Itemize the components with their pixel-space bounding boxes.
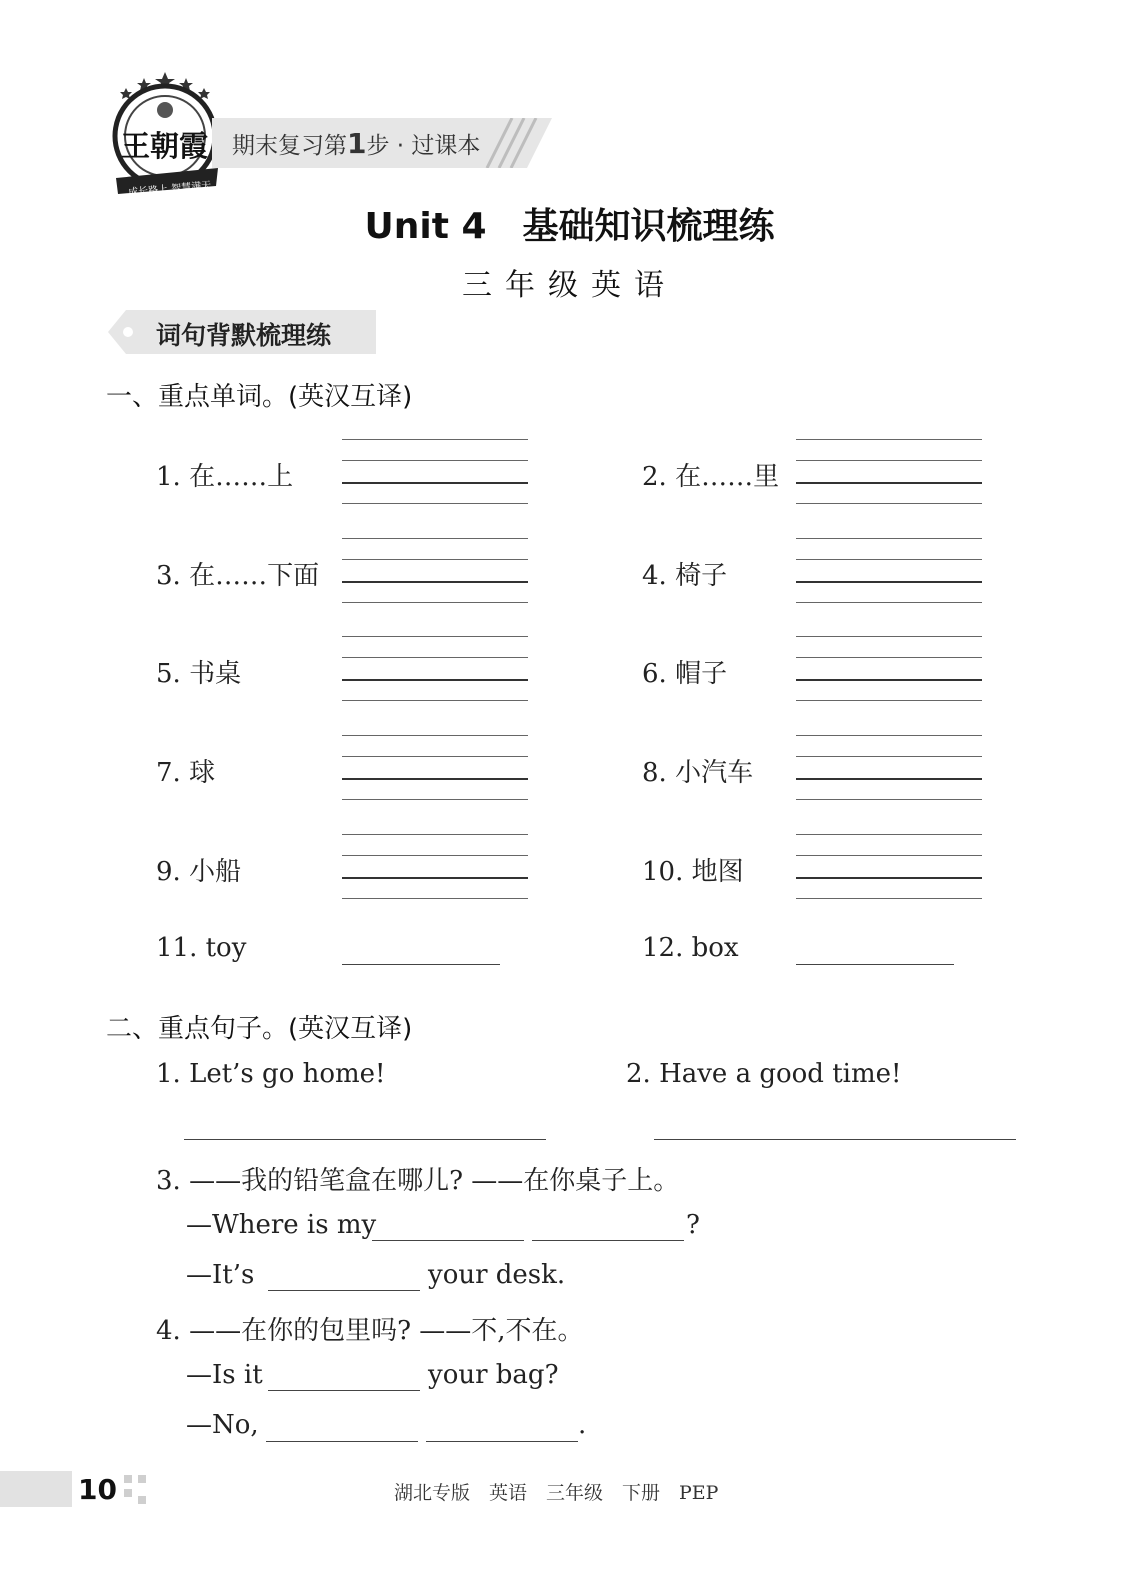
sentence-3-prompt: 3. ——我的铅笔盒在哪儿? ——在你桌子上。 bbox=[156, 1166, 680, 1196]
answer-lines-4[interactable] bbox=[796, 538, 982, 602]
word-item-11: 11. toy bbox=[156, 933, 247, 963]
sentence-4-line-1-end: your bag? bbox=[428, 1360, 559, 1390]
answer-lines-3[interactable] bbox=[342, 538, 528, 602]
banner-text: 期末复习第1步 · 过课本 bbox=[232, 127, 481, 160]
fill-blank-4a[interactable] bbox=[268, 1390, 420, 1391]
sentence-2: 2. Have a good time! bbox=[626, 1059, 902, 1089]
word-item-7: 7. 球 bbox=[156, 758, 216, 788]
answer-lines-7[interactable] bbox=[342, 735, 528, 799]
sentence-4-line-2: —No, bbox=[186, 1410, 259, 1440]
word-item-8: 8. 小汽车 bbox=[642, 758, 754, 788]
part2-heading: 二、重点句子。(英汉互译) bbox=[106, 1014, 413, 1044]
word-item-6: 6. 帽子 bbox=[642, 659, 728, 689]
answer-lines-5[interactable] bbox=[342, 636, 528, 700]
sentence-3-line-1-end: ? bbox=[686, 1210, 700, 1240]
answer-blank-11[interactable] bbox=[342, 964, 500, 965]
sentence-4-line-2-end: . bbox=[578, 1410, 587, 1440]
answer-lines-8[interactable] bbox=[796, 735, 982, 799]
fill-blank-3b[interactable] bbox=[532, 1240, 684, 1241]
logo-text: 王朝霞 bbox=[121, 129, 209, 163]
word-item-5: 5. 书桌 bbox=[156, 659, 242, 689]
word-item-3: 3. 在……下面 bbox=[156, 561, 320, 591]
section-tag: 词句背默梳理练 bbox=[156, 321, 332, 350]
sentence-4-prompt: 4. ——在你的包里吗? ——不,不在。 bbox=[156, 1316, 584, 1346]
answer-lines-2[interactable] bbox=[796, 439, 982, 503]
word-item-9: 9. 小船 bbox=[156, 857, 242, 887]
footer-bar bbox=[0, 1471, 72, 1507]
footer-decor bbox=[138, 1475, 146, 1483]
page-subtitle: 三年级英语 bbox=[462, 268, 677, 303]
page-title: Unit 4 基础知识梳理练 bbox=[364, 206, 775, 247]
page-number: 10 bbox=[78, 1473, 117, 1506]
word-item-10: 10. 地图 bbox=[642, 857, 744, 887]
sentence-3-line-1: —Where is my bbox=[186, 1210, 377, 1240]
fill-blank-3c[interactable] bbox=[268, 1290, 420, 1291]
logo-motto: 成长路上 智慧满天 bbox=[127, 180, 212, 199]
word-item-4: 4. 椅子 bbox=[642, 561, 728, 591]
answer-lines-9[interactable] bbox=[342, 834, 528, 898]
sentence-3-line-2-end: your desk. bbox=[428, 1260, 566, 1290]
word-item-1: 1. 在……上 bbox=[156, 462, 294, 492]
fill-blank-3a[interactable] bbox=[372, 1240, 524, 1241]
footer-text: 湖北专版 英语 三年级 下册 PEP bbox=[394, 1482, 719, 1504]
fill-blank-4c[interactable] bbox=[426, 1441, 578, 1442]
footer-decor bbox=[138, 1496, 146, 1504]
translation-blank-1[interactable] bbox=[184, 1139, 546, 1140]
part1-heading: 一、重点单词。(英汉互译) bbox=[106, 382, 413, 412]
footer-decor bbox=[124, 1475, 132, 1483]
sentence-3-line-2: —It’s bbox=[186, 1260, 255, 1290]
sentence-4-line-1: —Is it bbox=[186, 1360, 263, 1390]
translation-blank-2[interactable] bbox=[654, 1139, 1016, 1140]
answer-lines-1[interactable] bbox=[342, 439, 528, 503]
word-item-2: 2. 在……里 bbox=[642, 462, 780, 492]
sentence-1: 1. Let’s go home! bbox=[156, 1059, 386, 1089]
answer-lines-10[interactable] bbox=[796, 834, 982, 898]
word-item-12: 12. box bbox=[642, 933, 739, 963]
fill-blank-4b[interactable] bbox=[266, 1441, 418, 1442]
footer-decor bbox=[124, 1489, 132, 1497]
answer-lines-6[interactable] bbox=[796, 636, 982, 700]
answer-blank-12[interactable] bbox=[796, 964, 954, 965]
